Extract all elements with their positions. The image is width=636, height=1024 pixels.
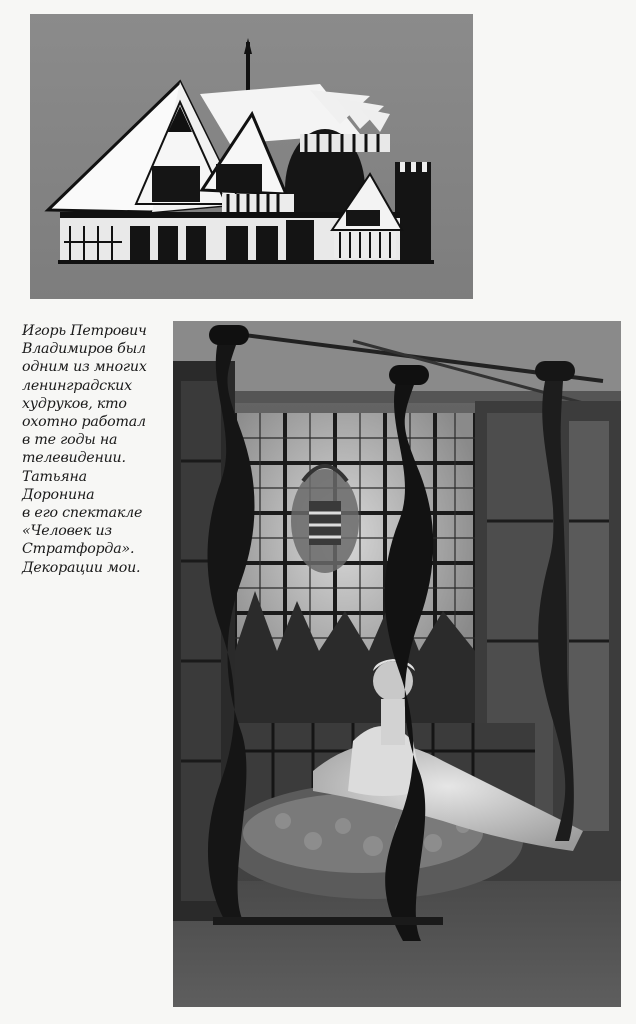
caption-line: Татьяна	[22, 468, 87, 485]
caption-line: Стратфорда».	[22, 541, 135, 558]
caption-line: одним из многих	[22, 359, 147, 376]
caption-line: Декорации мои.	[22, 559, 141, 576]
stage-set-photograph	[173, 321, 621, 1007]
houses-drawing	[30, 14, 473, 299]
stage-scene-drawing	[173, 321, 621, 1007]
caption-line: охотно работал	[22, 414, 146, 431]
photo-caption	[22, 322, 180, 577]
caption-line: ленинградских	[22, 377, 132, 394]
caption-line: Владимиров был	[22, 341, 146, 358]
caption-line: в те годы на	[22, 432, 118, 449]
caption-line: «Человек из	[22, 523, 112, 540]
set-design-illustration	[30, 14, 473, 299]
caption-line: Игорь Петрович	[22, 323, 147, 339]
caption-line: в его спектакле	[22, 505, 143, 522]
caption-line: худруков, кто	[22, 395, 127, 412]
caption-line: телевидении.	[22, 450, 126, 467]
caption-line: Доронина	[22, 486, 95, 503]
